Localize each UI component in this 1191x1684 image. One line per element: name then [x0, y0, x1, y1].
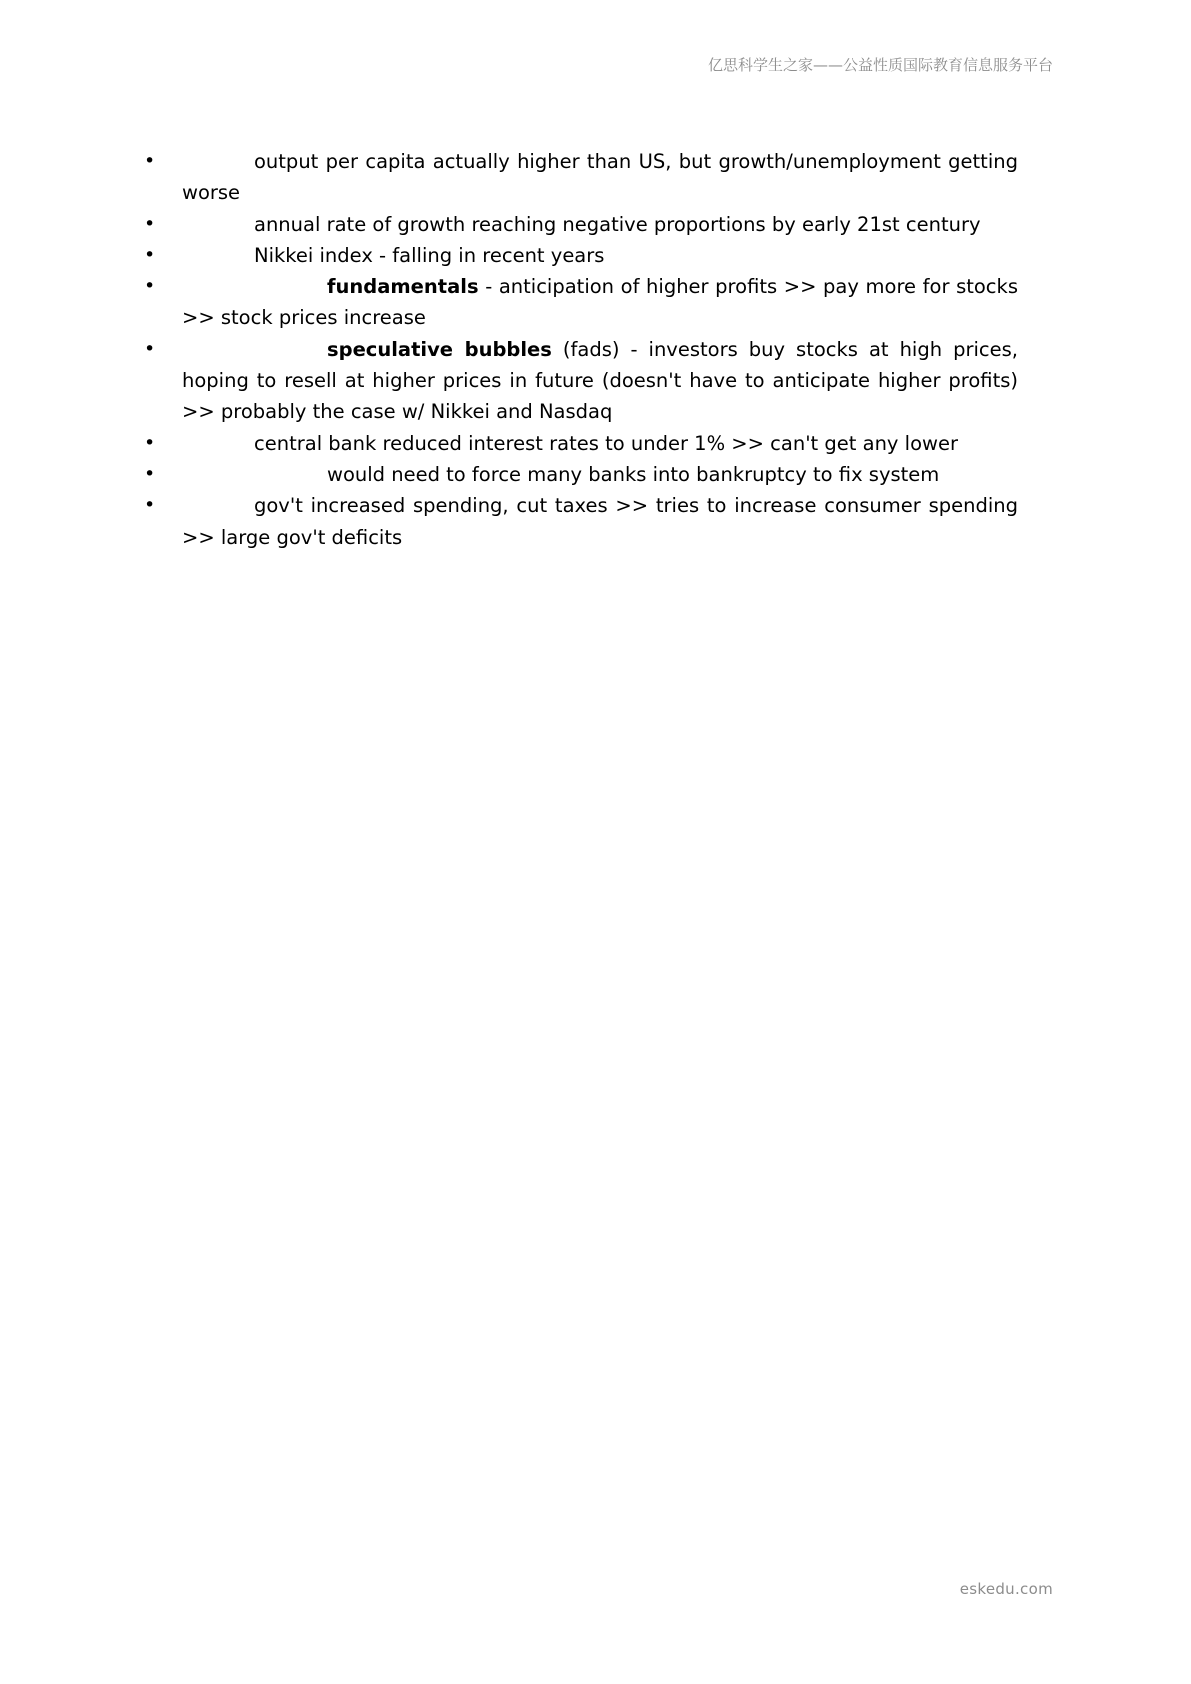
bullet-icon: • [144, 212, 156, 235]
list-item [144, 428, 1018, 459]
header-site-slogan: 亿思科学生之家——公益性质国际教育信息服务平台 [707, 56, 1053, 74]
list-item-text: - anticipation of higher profits >> pay more for stocks >> stock prices increase [182, 275, 1018, 330]
list-item-text: gov't increased spending, cut taxes >> tries to increase consumer spending >> large gov't deficits [182, 494, 1018, 549]
list-item-text: central bank reduced interest rates to under 1% >> can't get any lower [254, 431, 958, 455]
list-item [144, 271, 1018, 334]
bullet-icon: • [144, 150, 156, 172]
list-item [144, 334, 1018, 428]
list-item-text: Nikkei index - falling in recent years [254, 243, 605, 267]
list-item [144, 146, 1018, 209]
bullet-icon: • [144, 243, 156, 266]
list-item-text: would need to force many banks into bankruptcy to fix system [327, 462, 940, 486]
footer-domain-link[interactable]: eskedu.com [959, 1580, 1053, 1598]
list-item [144, 490, 1018, 553]
bullet-icon: • [144, 431, 156, 454]
list-item [144, 240, 1018, 271]
list-item-text: output per capita actually higher than US, but growth/unemployment getting worse [182, 150, 1018, 205]
list-item [144, 209, 1018, 240]
bullet-icon: • [144, 275, 156, 298]
list-item-term: speculative bubbles [327, 337, 552, 361]
notes-bullet-list [144, 146, 1018, 553]
bullet-icon: • [144, 494, 156, 517]
bullet-icon: • [144, 337, 156, 360]
bullet-icon: • [144, 462, 156, 485]
list-item-text: (fads) - investors buy stocks at high prices, hoping to resell at higher prices in future (doesn't have to anticipate higher profits) >> probably the case w/ Nikkei and Nasdaq [182, 337, 1018, 424]
list-item [144, 459, 1018, 490]
list-item-term: fundamentals [327, 275, 479, 299]
list-item-text: annual rate of growth reaching negative proportions by early 21st century [254, 212, 981, 236]
